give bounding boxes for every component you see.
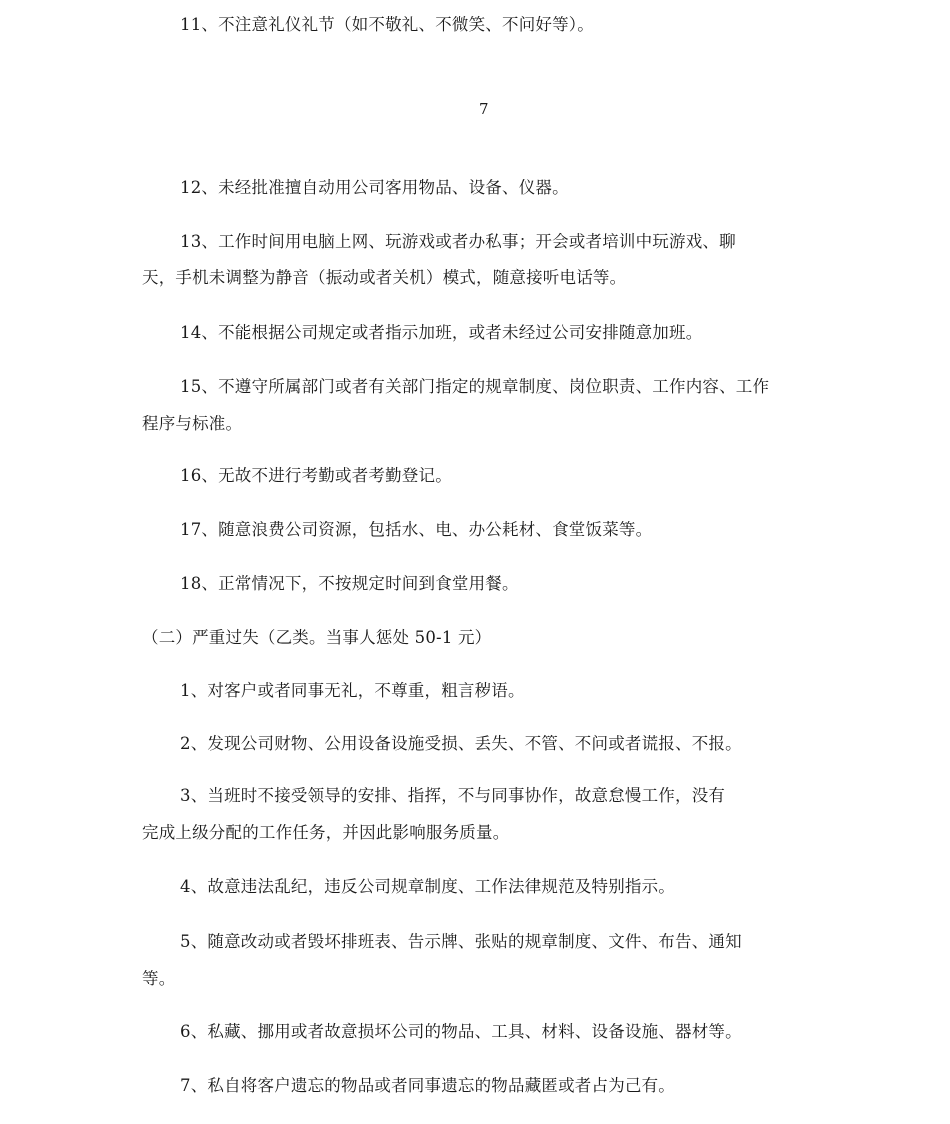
section-b-item-3-line-1: 3、当班时不接受领导的安排、指挥，不与同事协作，故意怠慢工作，没有: [180, 786, 726, 805]
item-11: 11、不注意礼仪礼节（如不敬礼、不微笑、不问好等）。: [180, 15, 594, 34]
item-12: 12、未经批准擅自动用公司客用物品、设备、仪器。: [180, 178, 569, 197]
item-14: 14、不能根据公司规定或者指示加班，或者未经过公司安排随意加班。: [180, 323, 703, 342]
section-b-item-6: 6、私藏、挪用或者故意损坏公司的物品、工具、材料、设备设施、器材等。: [180, 1022, 742, 1041]
section-b-item-7: 7、私自将客户遗忘的物品或者同事遗忘的物品藏匿或者占为己有。: [180, 1076, 675, 1095]
item-13-line-2: 天，手机未调整为静音（振动或者关机）模式，随意接听电话等。: [142, 268, 627, 287]
section-b-item-5-line-1: 5、随意改动或者毁坏排班表、告示牌、张贴的规章制度、文件、布告、通知: [180, 932, 742, 951]
section-b-item-4: 4、故意违法乱纪，违反公司规章制度、工作法律规范及特别指示。: [180, 877, 675, 896]
item-13-line-1: 13、工作时间用电脑上网、玩游戏或者办私事；开会或者培训中玩游戏、聊: [180, 232, 736, 251]
item-15-line-1: 15、不遵守所属部门或者有关部门指定的规章制度、岗位职责、工作内容、工作: [180, 377, 770, 396]
section-b-item-5-line-2: 等。: [142, 969, 176, 988]
item-15-line-2: 程序与标准。: [142, 414, 243, 433]
item-17: 17、随意浪费公司资源，包括水、电、办公耗材、食堂饭菜等。: [180, 520, 653, 539]
item-16: 16、无故不进行考勤或者考勤登记。: [180, 466, 452, 485]
section-heading: （二）严重过失（乙类。当事人惩处 50-1 元）: [142, 628, 492, 647]
section-b-item-1: 1、对客户或者同事无礼，不尊重，粗言秽语。: [180, 681, 525, 700]
page-number: 7: [479, 100, 489, 118]
section-b-item-2: 2、发现公司财物、公用设备设施受损、丢失、不管、不问或者谎报、不报。: [180, 734, 742, 753]
section-b-item-3-line-2: 完成上级分配的工作任务，并因此影响服务质量。: [142, 823, 510, 842]
item-18: 18、正常情况下，不按规定时间到食堂用餐。: [180, 574, 519, 593]
